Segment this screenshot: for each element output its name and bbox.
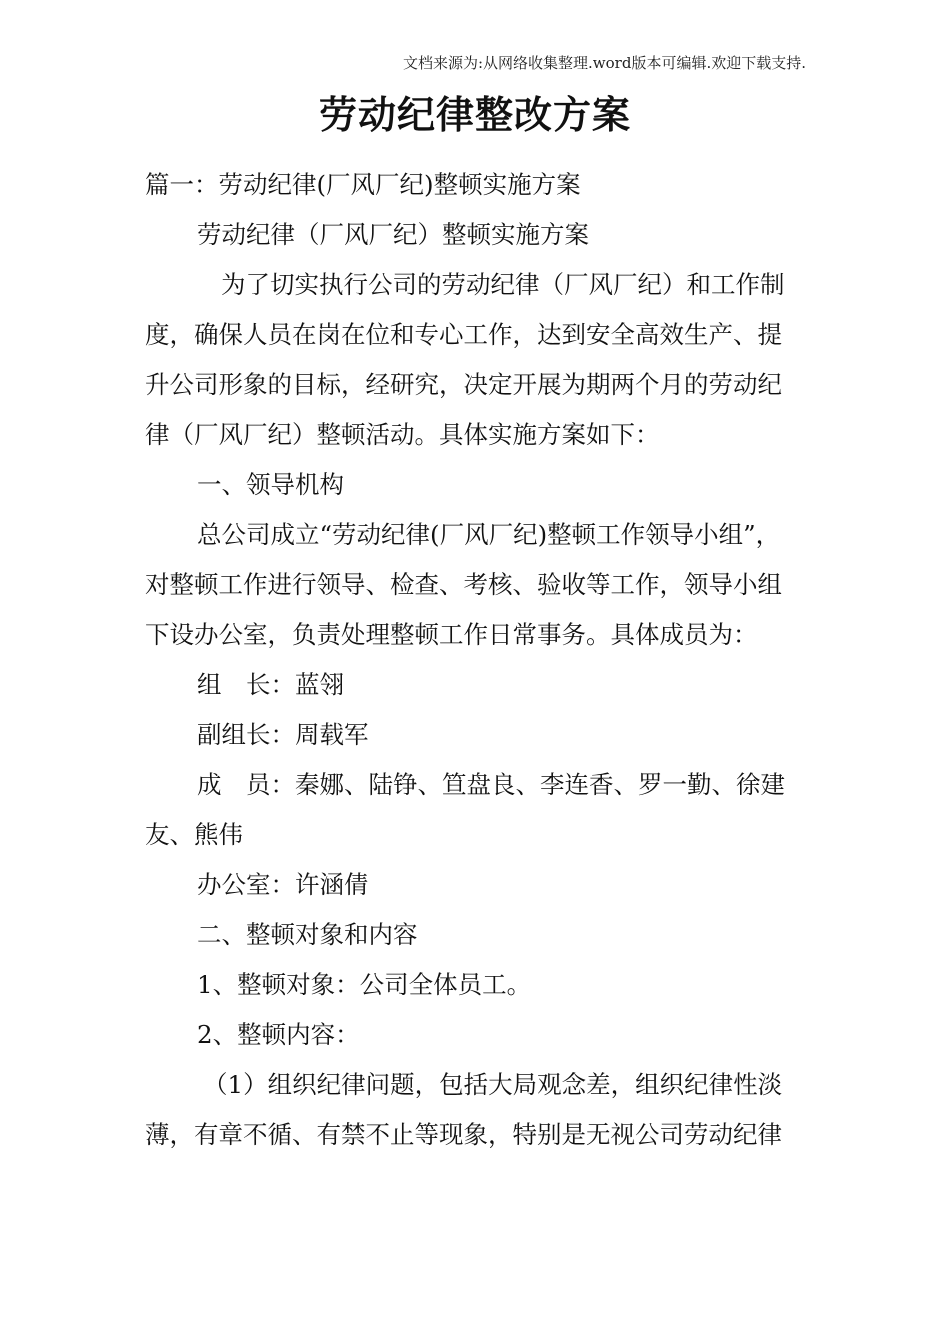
section-heading: 一、领导机构 [197, 470, 344, 499]
source-note: 文档来源为:从网络收集整理.word版本可编辑.欢迎下载支持. [402, 54, 806, 72]
paragraph-line: 律（厂风厂纪）整顿活动。具体实施方案如下： [145, 420, 660, 449]
paragraph-line: 薄，有章不循、有禁不止等现象，特别是无视公司劳动纪律 [145, 1120, 782, 1149]
list-item: 1、整顿对象：公司全体员工。 [197, 970, 532, 999]
document-title: 劳动纪律整改方案 [318, 92, 631, 137]
section-heading: 二、整顿对象和内容 [197, 920, 418, 949]
paragraph-line: （1）组织纪律问题，包括大局观念差，组织纪律性淡 [203, 1070, 783, 1099]
paragraph-line: 升公司形象的目标，经研究，决定开展为期两个月的劳动纪 [145, 370, 782, 399]
paragraph-line: 对整顿工作进行领导、检查、考核、验收等工作，领导小组 [145, 570, 782, 599]
member-line: 友、熊伟 [145, 820, 243, 849]
list-item: 2、整顿内容： [197, 1020, 360, 1049]
member-line: 副组长：周载军 [197, 720, 369, 749]
paragraph-line: 下设办公室，负责处理整顿工作日常事务。具体成员为： [145, 620, 758, 649]
section-heading: 篇一：劳动纪律(厂风厂纪)整顿实施方案 [145, 170, 581, 199]
member-line: 成 员：秦娜、陆铮、笪盘良、李连香、罗一勤、徐建 [197, 770, 785, 799]
paragraph-line: 为了切实执行公司的劳动纪律（厂风厂纪）和工作制 [221, 270, 785, 299]
member-line: 组 长：蓝翎 [197, 670, 344, 699]
document-body [145, 160, 810, 1160]
paragraph-line: 度，确保人员在岗在位和专心工作，达到安全高效生产、提 [145, 320, 782, 349]
paragraph-line: 总公司成立“劳动纪律(厂风厂纪)整顿工作领导小组”， [197, 520, 781, 549]
member-line: 办公室：许涵倩 [197, 870, 369, 899]
subheading: 劳动纪律（厂风厂纪）整顿实施方案 [197, 220, 589, 249]
